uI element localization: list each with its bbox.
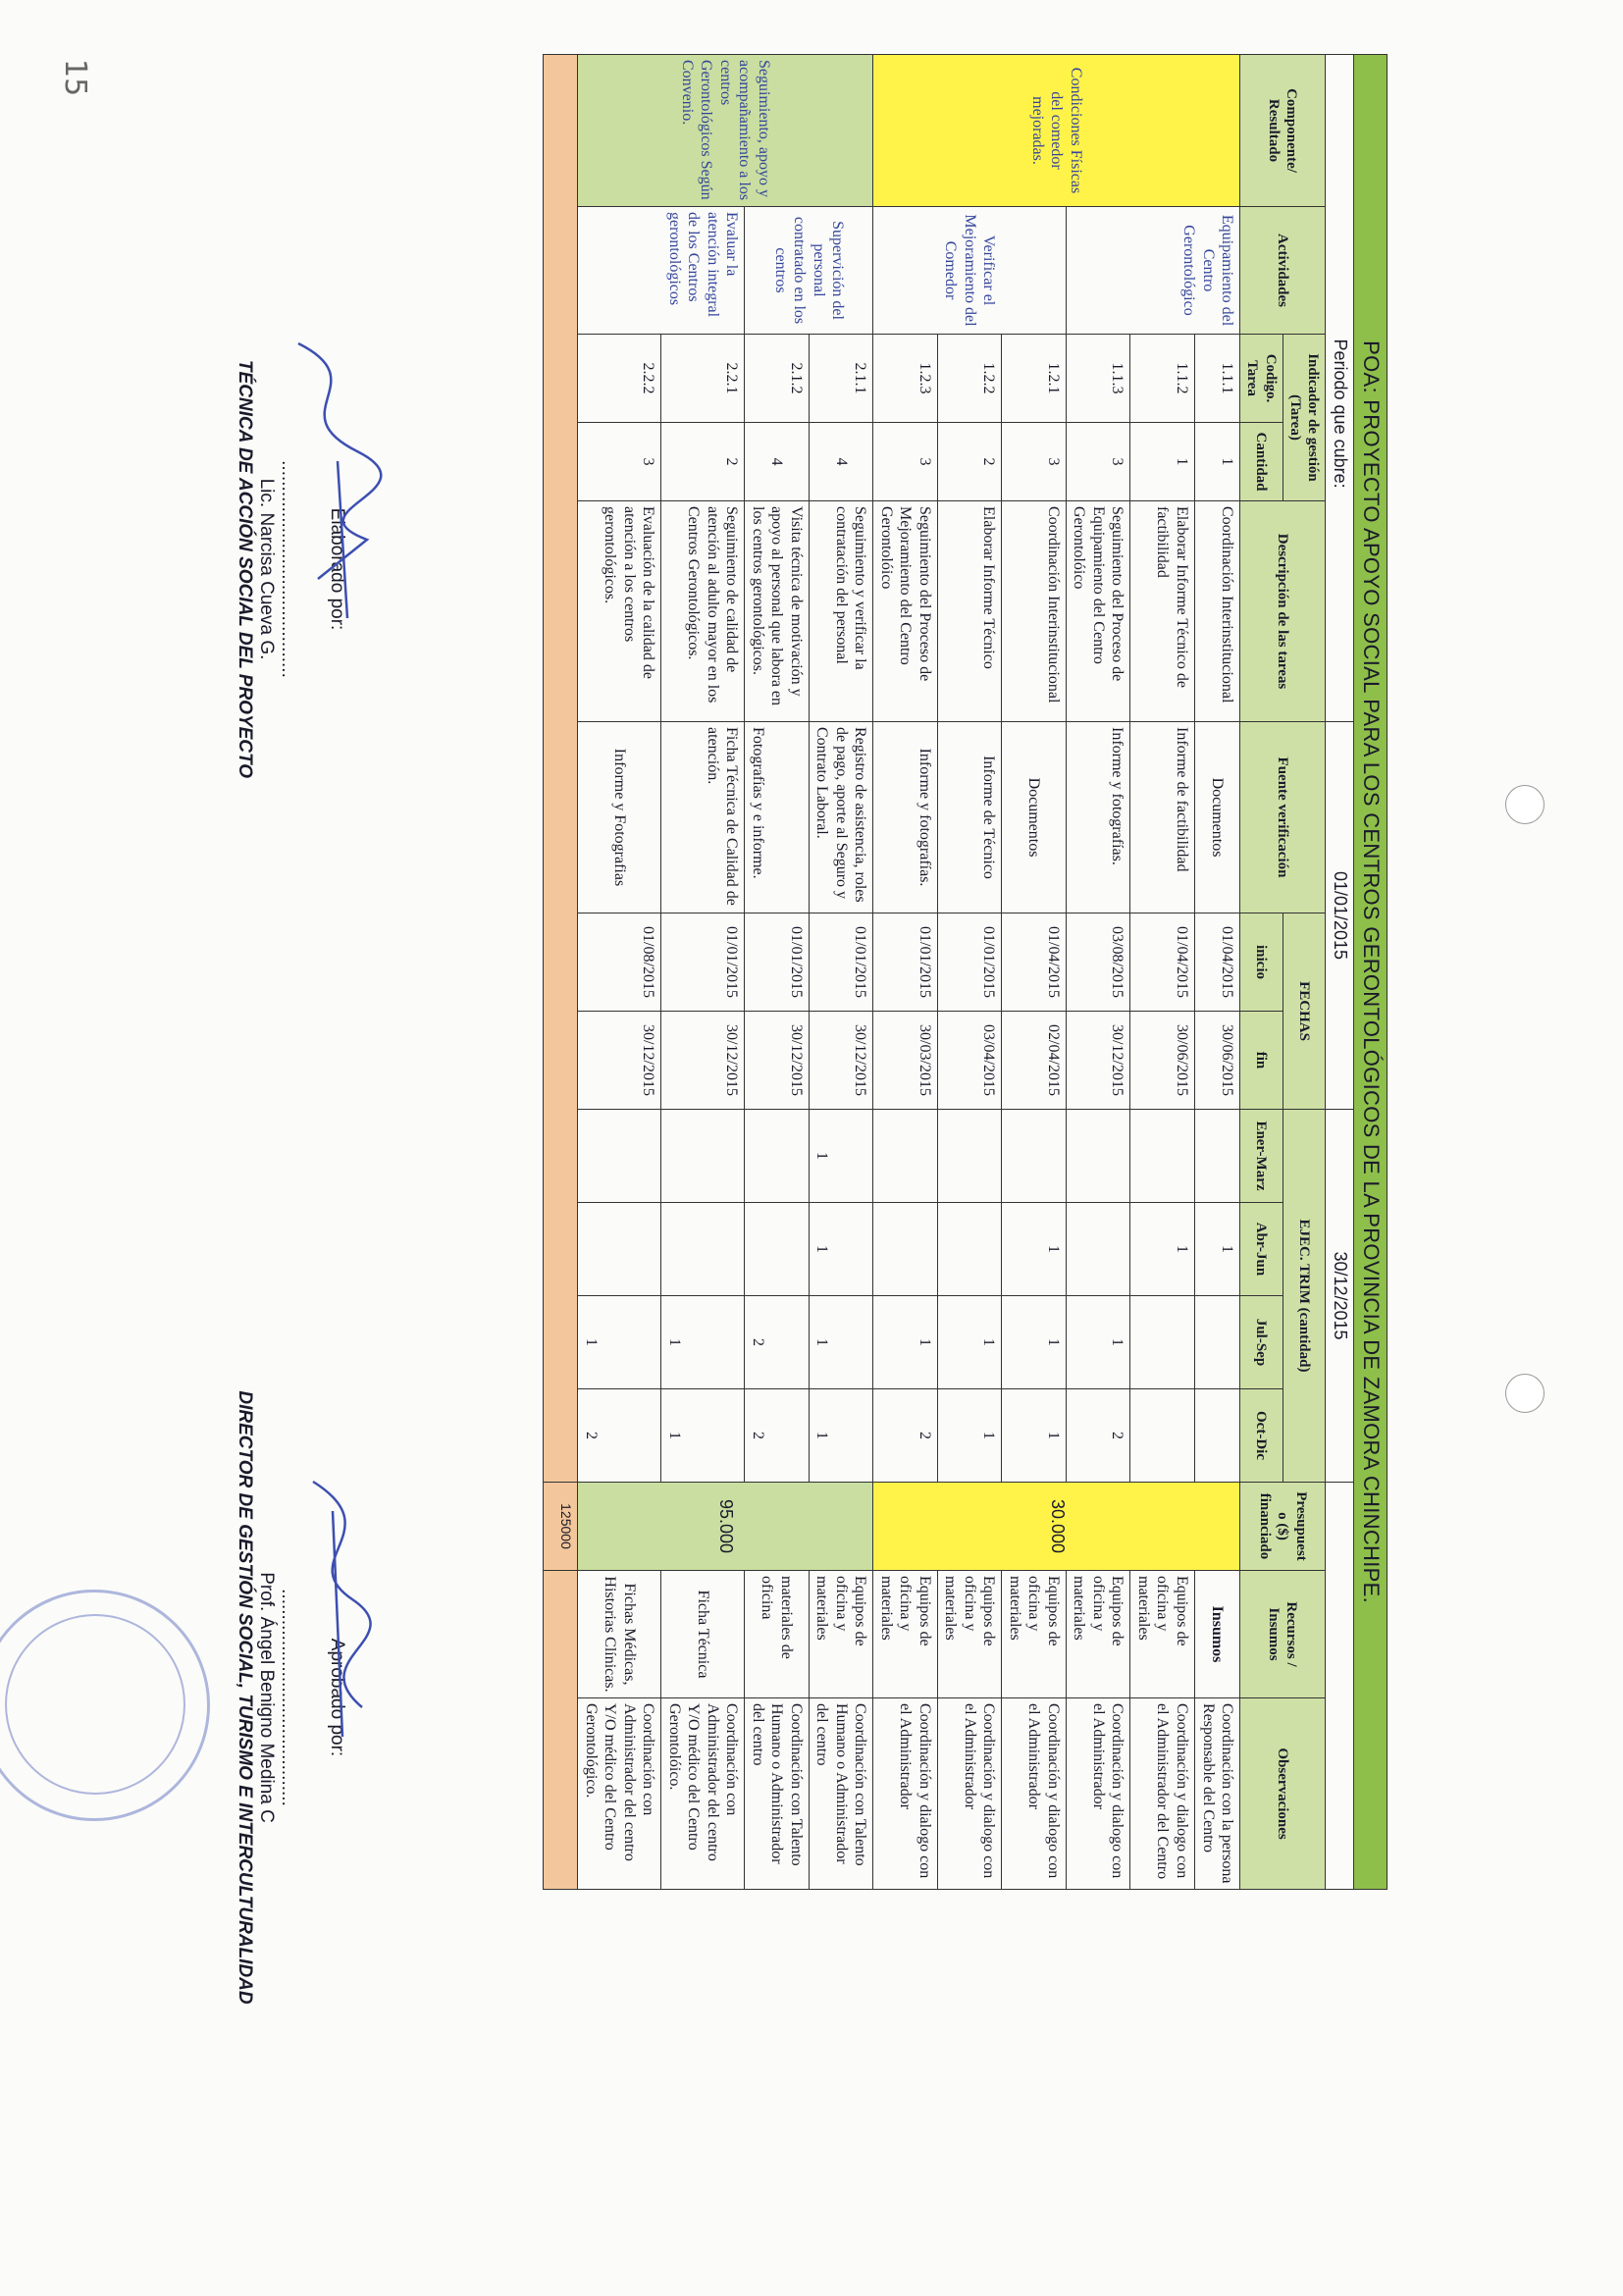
task-code: 1.1.3 — [1066, 335, 1130, 423]
header-cantidad: Cantidad — [1240, 423, 1283, 501]
task-resources: Equipos de oficina y materiales — [873, 1571, 938, 1698]
task-q4: 1 — [1002, 1389, 1067, 1483]
task-start: 01/01/2015 — [809, 913, 873, 1012]
task-q2 — [1066, 1203, 1130, 1296]
task-code: 1.1.2 — [1130, 335, 1195, 423]
header-componente: Componente/ Resultado — [1240, 55, 1326, 207]
table-row — [1002, 55, 1067, 1890]
task-resources: Fichas Médicas, Historias Clínicas. — [578, 1571, 661, 1698]
task-source: Fotografías y e informe. — [745, 722, 810, 913]
task-q4: 2 — [873, 1389, 938, 1483]
task-code: 1.2.1 — [1002, 335, 1067, 423]
task-q3: 2 — [745, 1296, 810, 1389]
header-indicador: Indicador de gestión (Tarea) — [1283, 335, 1326, 501]
task-q4: 2 — [745, 1389, 810, 1483]
task-q2: 1 — [1130, 1203, 1195, 1296]
task-end: 02/04/2015 — [1002, 1012, 1067, 1110]
task-resources: Insumos — [1195, 1571, 1240, 1698]
signer-name: Lic. Narcisa Cueva G. — [256, 478, 277, 660]
task-observations: Coordinación y dialogo con el Administrador — [873, 1698, 938, 1890]
task-source: Informe y fotografías. — [1066, 722, 1130, 913]
task-q3: 1 — [873, 1296, 938, 1389]
task-q3: 1 — [1066, 1296, 1130, 1389]
task-q2: 1 — [1002, 1203, 1067, 1296]
task-observations: Coordinación con Talento Humano o Administrador del centro — [809, 1698, 873, 1890]
task-q1: 1 — [809, 1110, 873, 1203]
budget-cell: 30.000 — [873, 1483, 1240, 1571]
task-observations: Coordinación con la persona Responsable del Centro — [1195, 1698, 1240, 1890]
period-end: 30/12/2015 — [1326, 1110, 1354, 1483]
task-code: 2.1.2 — [745, 335, 810, 423]
task-q4: 2 — [1066, 1389, 1130, 1483]
header-row-1 — [1283, 55, 1326, 1890]
header-q3: Jul-Sep — [1240, 1296, 1283, 1389]
table-row — [1195, 55, 1240, 1890]
signer-name: Prof. Ángel Benigno Medina C — [256, 1572, 277, 1823]
period-row — [1326, 55, 1354, 1890]
task-q4 — [1130, 1389, 1195, 1483]
task-description: Seguimiento de calidad de atención al adulto mayor en los Centros Gerontológicos. — [661, 501, 745, 722]
task-end: 30/12/2015 — [745, 1012, 810, 1110]
task-resources: Equipos de oficina y materiales — [1002, 1571, 1067, 1698]
header-fechas: FECHAS — [1283, 913, 1326, 1110]
header-observaciones: Observaciones — [1240, 1698, 1326, 1890]
task-quantity: 3 — [1002, 423, 1067, 501]
task-q1 — [1002, 1110, 1067, 1203]
task-q4 — [1195, 1389, 1240, 1483]
header-recursos: Recursos / Insumos — [1240, 1571, 1326, 1698]
activity-cell: Evaluar la atención integral de los Centros gerontológicos — [578, 207, 745, 335]
task-description: Seguimiento del Proceso de Equipamiento del Centro Gerontolóico — [1066, 501, 1130, 722]
official-stamp — [0, 1590, 210, 1821]
handwritten-signature-left — [269, 324, 396, 638]
component-cell: Condiciones Físicas del comedor mejoradas. — [873, 55, 1240, 207]
task-observations: Coordinación y dialogo con el Administrador del Centro — [1130, 1698, 1195, 1890]
task-start: 01/01/2015 — [937, 913, 1002, 1012]
task-observations: Coordinación con Administrador del centro Y/O médico del Centro Gerontolóico. — [661, 1698, 745, 1890]
task-quantity: 1 — [1195, 423, 1240, 501]
activity-cell: Equipamiento del Centro Gerontológico — [1066, 207, 1239, 335]
task-code: 1.2.2 — [937, 335, 1002, 423]
task-q2 — [937, 1203, 1002, 1296]
header-fuente: Fuente verificación — [1240, 722, 1326, 913]
aprobado-label: Aprobado por: — [327, 1638, 347, 1757]
task-code: 2.2.1 — [661, 335, 745, 423]
task-q4: 1 — [661, 1389, 745, 1483]
task-description: Visita técnica de motivación y apoyo al personal que labora en los centros gerontológicos. — [745, 501, 810, 722]
task-code: 2.1.1 — [809, 335, 873, 423]
activity-cell: Supervición del personal contratado en los centros — [745, 207, 873, 335]
task-resources: Ficha Técnica — [661, 1571, 745, 1698]
task-source: Ficha Técnica de Calidad de atención. — [661, 722, 745, 913]
task-resources: Equipos de oficina y materiales — [1066, 1571, 1130, 1698]
task-q3: 1 — [937, 1296, 1002, 1389]
component-cell: Seguimiento, apoyo y acompañamiento a los centros Gerontológicos Según Convenio. — [578, 55, 873, 207]
task-source: Documentos — [1002, 722, 1067, 913]
document-title: POA: PROYECTO APOYO SOCIAL PARA LOS CENTROS GERONTOLÓGICOS DE LA PROVINCIA DE ZAMORA CHINCHIPE. — [1354, 55, 1387, 1890]
task-quantity: 4 — [745, 423, 810, 501]
activity-cell: Verificar el Mejoramiento del Comedor — [873, 207, 1067, 335]
header-ejec: EJEC. TRIM (cantidad) — [1283, 1110, 1326, 1483]
task-source: Registro de asistencia, roles de pago, aporte al Seguro y Contrato Laboral. — [809, 722, 873, 913]
header-presupuesto: Presupuest o ($) financiado — [1240, 1483, 1326, 1571]
task-start: 03/08/2015 — [1066, 913, 1130, 1012]
header-fin: fin — [1240, 1012, 1283, 1110]
task-resources: materiales de oficina — [745, 1571, 810, 1698]
task-resources: Equipos de oficina y materiales — [809, 1571, 873, 1698]
task-q1 — [578, 1110, 661, 1203]
task-start: 01/04/2015 — [1195, 913, 1240, 1012]
task-q2: 1 — [809, 1203, 873, 1296]
header-inicio: inicio — [1240, 913, 1283, 1012]
task-q3: 1 — [578, 1296, 661, 1389]
title-row — [1354, 55, 1387, 1890]
task-q3 — [1195, 1296, 1240, 1389]
signature-line: .......................................... — [278, 1589, 298, 1806]
task-start: 01/01/2015 — [661, 913, 745, 1012]
task-quantity: 4 — [809, 423, 873, 501]
task-q3: 1 — [809, 1296, 873, 1389]
task-q4: 1 — [937, 1389, 1002, 1483]
task-description: Coordinación Interinstitucional — [1002, 501, 1067, 722]
task-q2 — [873, 1203, 938, 1296]
task-code: 1.2.3 — [873, 335, 938, 423]
task-description: Coordinación Interinstitucional — [1195, 501, 1240, 722]
table-row — [809, 55, 873, 1890]
task-end: 30/12/2015 — [578, 1012, 661, 1110]
task-q1 — [1066, 1110, 1130, 1203]
period-start: 01/01/2015 — [1326, 722, 1354, 1110]
punch-hole — [1505, 785, 1544, 824]
task-quantity: 2 — [661, 423, 745, 501]
task-description: Elaborar Informe Técnico — [937, 501, 1002, 722]
task-q4: 1 — [809, 1389, 873, 1483]
task-q2 — [661, 1203, 745, 1296]
task-q1 — [937, 1110, 1002, 1203]
task-q2 — [578, 1203, 661, 1296]
task-q1 — [1130, 1110, 1195, 1203]
task-end: 30/06/2015 — [1130, 1012, 1195, 1110]
header-q1: Ener-Marz — [1240, 1110, 1283, 1203]
poa-table — [543, 54, 1387, 1890]
task-source: Informe y fotografías. — [873, 722, 938, 913]
signer-role: TÉCNICA DE ACCIÓN SOCIAL DEL PROYECTO — [235, 359, 255, 779]
task-observations: Coordinación con Administrador del centro Y/O médico del Centro Gerontológico. — [578, 1698, 661, 1890]
task-resources: Equipos de oficina y materiales — [1130, 1571, 1195, 1698]
task-observations: Coordinación y dialogo con el Administrador — [1002, 1698, 1067, 1890]
header-codigo: Codigo. Tarea — [1240, 335, 1283, 423]
budget-cell: 95.000 — [578, 1483, 873, 1571]
task-source: Informe y Fotografias — [578, 722, 661, 913]
task-source: Informe de Técnico — [937, 722, 1002, 913]
task-observations: Coordinación con Talento Humano o Administrador del centro — [745, 1698, 810, 1890]
header-q2: Abr-Jun — [1240, 1203, 1283, 1296]
signature-line: .......................................... — [278, 460, 298, 678]
task-quantity: 1 — [1130, 423, 1195, 501]
task-q1 — [873, 1110, 938, 1203]
signer-role: DIRECTOR DE GESTIÓN SOCIAL, TURISMO E INTERCULTURALIDAD — [235, 1390, 255, 2005]
elaborado-label: Elaborado por: — [327, 507, 347, 631]
task-start: 01/01/2015 — [745, 913, 810, 1012]
total-row — [544, 55, 578, 1890]
task-observations: Coordinación y dialogo con el Administrador — [1066, 1698, 1130, 1890]
table-row — [661, 55, 745, 1890]
task-quantity: 3 — [1066, 423, 1130, 501]
handwritten-signature-right — [274, 1452, 401, 1766]
task-resources: Equipos de oficina y materiales — [937, 1571, 1002, 1698]
poa-document — [543, 54, 1387, 1889]
task-description: Seguimiento del Proceso de Mejoramiento del Centro Gerontolóico — [873, 501, 938, 722]
task-source: Informe de factibilidad — [1130, 722, 1195, 913]
task-q3 — [1130, 1296, 1195, 1389]
task-q3: 1 — [661, 1296, 745, 1389]
task-q4: 2 — [578, 1389, 661, 1483]
total-budget: 125000 — [544, 1483, 578, 1571]
header-q4: Oct-Dic — [1240, 1389, 1283, 1483]
task-start: 01/01/2015 — [873, 913, 938, 1012]
task-quantity: 3 — [873, 423, 938, 501]
task-q2: 1 — [1195, 1203, 1240, 1296]
task-source: Documentos — [1195, 722, 1240, 913]
task-observations: Coordinación y dialogo con el Administrador — [937, 1698, 1002, 1890]
task-end: 30/12/2015 — [809, 1012, 873, 1110]
task-end: 03/04/2015 — [937, 1012, 1002, 1110]
task-end: 30/12/2015 — [1066, 1012, 1130, 1110]
task-q1 — [745, 1110, 810, 1203]
header-descripcion: Descripción de las tareas — [1240, 501, 1326, 722]
period-label: Periodo que cubre: — [1326, 335, 1354, 722]
task-quantity: 2 — [937, 423, 1002, 501]
task-q1 — [661, 1110, 745, 1203]
task-end: 30/06/2015 — [1195, 1012, 1240, 1110]
task-end: 30/12/2015 — [661, 1012, 745, 1110]
task-description: Elaborar Informe Técnico de factibilidad — [1130, 501, 1195, 722]
punch-hole — [1505, 1374, 1544, 1413]
task-start: 01/08/2015 — [578, 913, 661, 1012]
task-description: Seguimiento y verificar la contratación del personal — [809, 501, 873, 722]
task-description: Evaluación de la calidad de atención a los centros gerontológicos. — [578, 501, 661, 722]
task-end: 30/03/2015 — [873, 1012, 938, 1110]
page-mark: 15 — [58, 59, 92, 97]
task-start: 01/04/2015 — [1130, 913, 1195, 1012]
task-code: 1.1.1 — [1195, 335, 1240, 423]
task-code: 2.2.2 — [578, 335, 661, 423]
task-start: 01/04/2015 — [1002, 913, 1067, 1012]
task-q2 — [745, 1203, 810, 1296]
header-actividades: Actividades — [1240, 207, 1326, 335]
task-q3: 1 — [1002, 1296, 1067, 1389]
task-quantity: 3 — [578, 423, 661, 501]
task-q1 — [1195, 1110, 1240, 1203]
